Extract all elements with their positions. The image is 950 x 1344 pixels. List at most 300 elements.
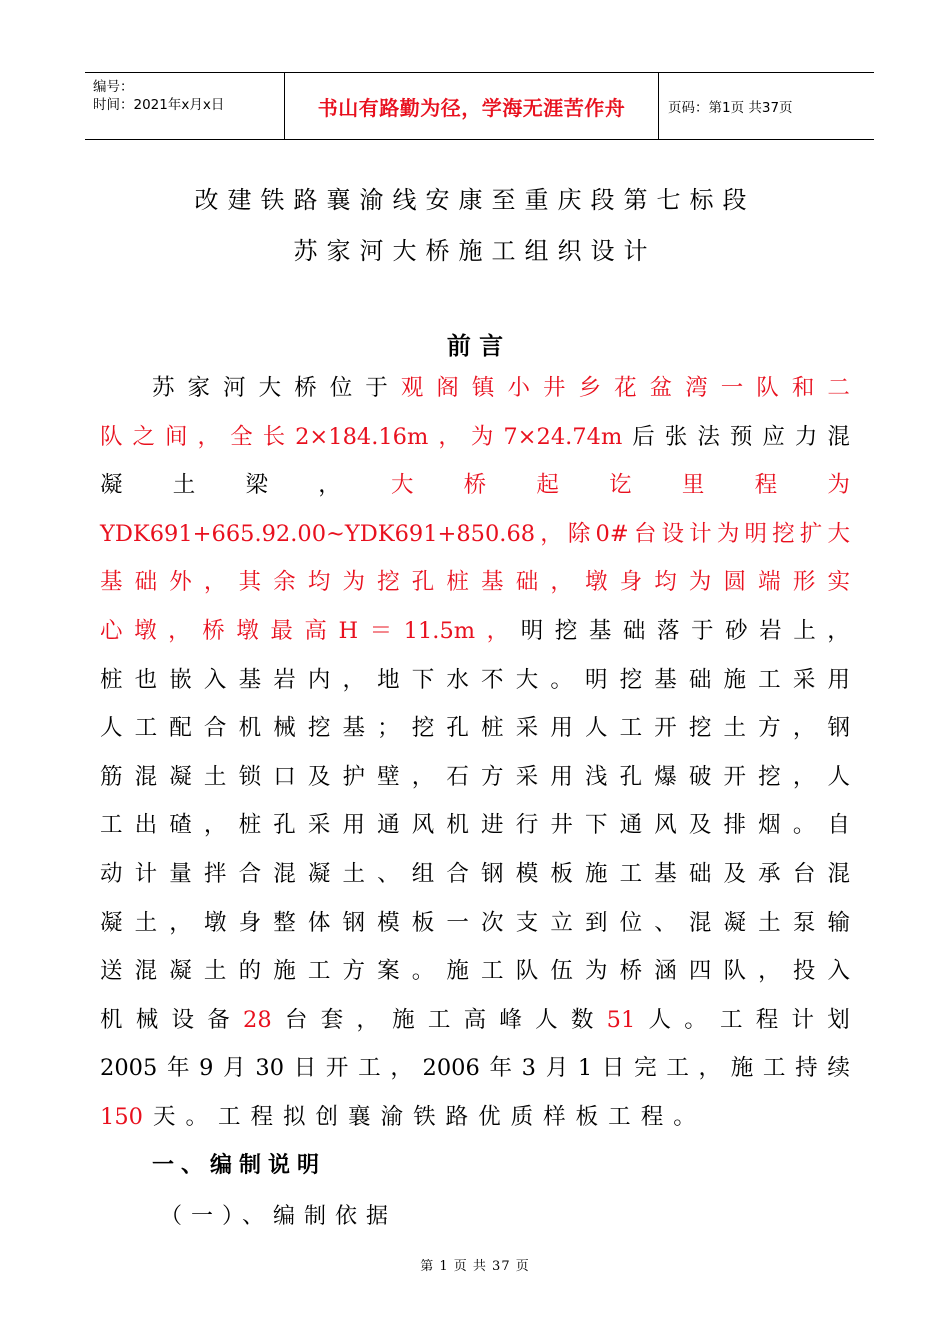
paragraph-char: ， [486,617,510,644]
paragraph-char: 孔 [411,569,435,596]
paragraph-char: 长 [262,423,286,450]
paragraph-char: 其 [238,569,262,596]
paragraph-char: 7×24.74m [503,423,623,450]
paragraph-char: 开 [723,763,747,790]
paragraph-char: 大 [827,520,850,547]
paragraph-char: 2005 [100,1055,158,1082]
paragraph-char: 土 [203,958,227,985]
paragraph-char: 碴 [169,812,192,839]
paragraph-char: 镇 [471,375,495,401]
paragraph-char: 均 [654,569,677,596]
paragraph-char: 施 [584,860,608,887]
paragraph-char: 动 [100,860,123,887]
paragraph-char: 础 [622,617,646,644]
paragraph-char: 土 [723,715,747,742]
paragraph-char: 石 [446,763,469,790]
paragraph-char: 峰 [499,1006,522,1033]
paragraph-char: 地 [377,666,400,693]
paragraph-char: 工 [307,958,331,985]
paragraph-char: 工 [134,715,158,742]
paragraph-char: 9 [199,1055,214,1082]
paragraph-char: 及 [688,812,712,839]
paragraph-char: ， [168,617,191,644]
paragraph-char: 人 [827,763,850,790]
paragraph-char: 挖 [688,715,712,742]
paragraph-char: 年 [489,1055,512,1082]
paragraph-char: 人 [648,1006,672,1033]
paragraph-char: 计 [791,1006,815,1033]
paragraph-char: 基 [588,617,612,644]
paragraph-char: 3 [521,1055,536,1082]
paragraph-char: 于 [365,375,388,401]
paragraph-char: 工 [358,1055,381,1082]
paragraph-char: 于 [691,617,714,644]
paragraph-char: 河 [223,375,246,401]
paragraph-char: 砂 [725,617,748,644]
paragraph-char: ， [540,520,563,547]
paragraph-char: ， [318,472,341,499]
paragraph-char: 51 [606,1006,636,1033]
paragraph-char: 施 [273,958,296,985]
paragraph-char: 土 [203,763,227,790]
paragraph-char: 施 [730,1055,754,1082]
paragraph-char: 通 [619,812,643,839]
paragraph-char: 采 [515,763,539,790]
paragraph-char: 嵌 [169,666,192,693]
paragraph-char: 梁 [245,472,268,499]
paragraph-char: 台 [633,520,657,547]
paragraph-char: 为 [716,520,740,547]
paragraph-char: 程 [640,1103,664,1130]
paragraph-char: 日 [293,1055,317,1082]
paragraph-char: 井 [550,812,573,839]
paragraph-char: 挖 [772,520,795,547]
paragraph-char: 开 [654,715,677,742]
paragraph-line [100,607,850,656]
paragraph-char: ， [356,1006,379,1033]
paragraph-char: 风 [411,812,435,839]
paragraph-char: 28 [243,1006,272,1033]
paragraph-char: 乡 [578,375,602,401]
paragraph-char: 工 [608,1103,631,1130]
paragraph-char: 为 [688,569,712,596]
paragraph-char: 挖 [554,617,578,644]
paragraph-char: 大 [258,375,282,401]
paragraph-char: 机 [238,715,262,742]
paragraph-char: 质 [510,1103,534,1130]
paragraph-char: 础 [515,569,539,596]
paragraph-line [100,899,850,948]
paragraph-char: 扩 [799,520,823,547]
paragraph-char: 模 [377,909,400,936]
paragraph-char: 后 [632,423,655,450]
paragraph-char: 施 [392,1006,415,1033]
paragraph-char: 之 [132,423,156,450]
paragraph-char: 下 [584,812,608,839]
paragraph-char: 施 [446,958,469,985]
paragraph-char: 护 [342,763,365,790]
paragraph-char: 圆 [723,569,747,596]
paragraph-char: 承 [758,860,781,887]
paragraph-line [100,558,850,607]
paragraph-char: 讫 [609,472,632,499]
paragraph-char: 础 [134,569,158,596]
paragraph-char: 排 [723,812,747,839]
paragraph-char: 内 [307,666,331,693]
paragraph-char: 。 [684,1006,707,1033]
paragraph-line [100,461,850,510]
paragraph-char: 础 [688,860,712,887]
paragraph-char: ， [390,1055,413,1082]
paragraph-char: 风 [654,812,677,839]
paragraph-char: 墩 [203,909,227,936]
paragraph-char: 桩 [446,569,469,596]
paragraph-char: 筋 [100,763,123,790]
paragraph-char: 天 [152,1103,176,1130]
paragraph-char: 、 [377,860,400,887]
paragraph-char: 工 [427,1006,451,1033]
paragraph-char: 为 [342,569,365,596]
paragraph-char: 工 [217,1103,241,1130]
paragraph-char: ， [169,909,192,936]
header-meta-cell [85,73,285,139]
paragraph-char: 自 [827,812,850,839]
paragraph-char: 孔 [619,763,643,790]
paragraph-char: 明 [520,617,544,644]
paragraph-char: 人 [535,1006,558,1033]
paragraph-char: 心 [100,617,123,644]
paragraph-line [100,364,850,413]
paragraph-char: 壁 [377,763,400,790]
paragraph-char: 用 [550,763,573,790]
paragraph-char: 基 [100,569,123,596]
preface-heading: 前 言 [446,332,504,360]
paragraph-char: 钢 [827,715,850,742]
paragraph-line [100,1093,850,1142]
page-number-label: 页码：第1页 共37页 [668,100,793,116]
paragraph-char: 湾 [685,375,708,401]
paragraph-char: 板 [411,909,435,936]
paragraph-char: 台 [284,1006,308,1033]
paragraph-char: 工 [619,715,643,742]
paragraph-char: 月 [223,1055,246,1082]
paragraph-char: 模 [515,860,539,887]
paragraph-char: 设 [661,520,685,547]
paragraph-char: 家 [187,375,211,401]
paragraph-char: 除 [567,520,591,547]
paragraph-char: 桩 [100,666,123,693]
paragraph-char: 日 [601,1055,625,1082]
paragraph-char: 1 [577,1055,593,1082]
paragraph-char: 井 [543,375,566,401]
paragraph-char: 基 [654,860,677,887]
paragraph-char: ， [438,423,461,450]
paragraph-char: 土 [134,909,158,936]
paragraph-line [100,753,850,802]
paragraph-char: 明 [744,520,767,547]
paragraph-char: 。 [792,812,816,839]
paragraph-char: 预 [729,423,753,450]
paragraph-char: 形 [792,569,816,596]
paragraph-line [100,413,850,462]
paragraph-char: 工 [762,1055,786,1082]
paragraph-char: 最 [270,617,293,644]
paragraph-char: 混 [273,860,296,887]
paragraph-char: 挖 [411,715,435,742]
paragraph-char: 位 [329,375,353,401]
paragraph-char: 人 [100,715,123,742]
paragraph-char: 身 [238,909,262,936]
paragraph-char: 混 [134,958,158,985]
paragraph-char: 机 [446,812,469,839]
header-table [85,72,874,140]
paragraph-char: 为 [584,958,608,985]
paragraph-char: 月 [545,1055,569,1082]
paragraph-char: 板 [575,1103,599,1130]
paragraph-char: 开 [325,1055,349,1082]
paragraph-char: 桥 [294,375,317,401]
paragraph-char: 应 [762,423,785,450]
paragraph-char: ， [792,715,816,742]
paragraph-line [100,996,850,1045]
paragraph-char: 四 [688,958,712,985]
paragraph-char: 桥 [202,617,225,644]
paragraph-char: 凝 [723,909,747,936]
paragraph-char: 到 [584,909,608,936]
paragraph-char: 张 [664,423,688,450]
paragraph-char: 机 [100,1006,123,1033]
paragraph-char: 土 [172,472,196,499]
paragraph-char: 优 [478,1103,501,1130]
paragraph-char: 工 [619,860,643,887]
paragraph-char: 样 [543,1103,566,1130]
paragraph-char: ， [698,1055,722,1082]
paragraph-char: ， [411,763,435,790]
paragraph-char: 及 [723,860,747,887]
paragraph-char: 端 [758,569,781,596]
paragraph-char: 混 [688,909,712,936]
paragraph-char: 0# [595,520,629,547]
paragraph-line [100,510,850,559]
document-number-label: 编号： [93,79,134,95]
paragraph-char: 一 [446,909,469,936]
paragraph-char: 孔 [446,715,469,742]
paragraph-char: 外 [169,569,192,596]
paragraph-char: 位 [619,909,643,936]
paragraph-char: 花 [614,375,637,401]
paragraph-char: 套 [320,1006,344,1033]
paragraph-char: ， [550,569,573,596]
paragraph-char: 挖 [377,569,400,596]
paragraph-char: 间 [165,423,188,450]
paragraph-char: 余 [273,569,296,596]
paragraph-char: 工 [758,666,781,693]
paragraph-char: 入 [827,958,850,985]
paragraph-char: 为 [470,423,494,450]
paragraph-char: 均 [307,569,331,596]
paragraph-char: 。 [185,1103,208,1130]
document-title-line1: 改建铁路襄渝线安康至重庆段第七标段 [194,186,756,214]
paragraph-char: 采 [515,715,539,742]
paragraph-char: 计 [134,860,158,887]
paragraph-char: 队 [515,958,539,985]
paragraph-char: 挖 [758,763,781,790]
paragraph-char: 涵 [654,958,677,985]
paragraph-line [100,850,850,899]
paragraph-char: 盆 [649,375,673,401]
paragraph-char: 凝 [100,909,123,936]
paragraph-char: 续 [827,1055,850,1082]
paragraph-char: 施 [723,666,747,693]
paragraph-line [100,801,850,850]
paragraph-char: 泵 [792,909,816,936]
paragraph-char: 入 [203,666,227,693]
paragraph-char: 。 [550,666,573,693]
page-footer: 第 1 页 共 37 页 [420,1259,530,1274]
paragraph-char: 械 [135,1006,159,1033]
paragraph-char: 高 [463,1006,487,1033]
paragraph-char: 孔 [273,812,296,839]
paragraph-char: 及 [307,763,331,790]
paragraph-char: 岩 [273,666,296,693]
paragraph-char: 拌 [203,860,227,887]
paragraph-char: 30 [255,1055,285,1082]
paragraph-char: 体 [307,909,331,936]
paragraph-char: 也 [134,666,158,693]
paragraph-char: 土 [758,909,781,936]
paragraph-char: 混 [827,423,850,450]
paragraph-char: 队 [723,958,747,985]
paragraph-char: 组 [411,860,435,887]
paragraph-char: 一 [720,375,744,401]
paragraph-char: 渝 [380,1103,404,1130]
paragraph-char: 上 [793,617,816,644]
paragraph-char: 送 [100,958,123,985]
paragraph-char: 年 [166,1055,190,1082]
paragraph-char: 高 [304,617,327,644]
paragraph-char: 烟 [758,812,781,839]
paragraph-char: 工 [100,812,123,839]
paragraph-char: 通 [377,812,400,839]
section-heading: 一、编制说明 [152,1153,327,1178]
paragraph-char: 合 [238,860,262,887]
paragraph-char: H [338,617,359,644]
paragraph-char: 身 [619,569,643,596]
paragraph-char: 爆 [654,763,677,790]
paragraph-char: ， [827,617,850,644]
paragraph-char: 下 [411,666,435,693]
paragraph-char: 法 [697,423,720,450]
paragraph-char: 桥 [463,472,487,499]
paragraph-char: 挖 [307,715,331,742]
paragraph-char: ＝ [369,617,393,644]
paragraph-char: 投 [792,958,816,985]
paragraph-char: 破 [688,763,712,790]
paragraph-char: 襄 [348,1103,371,1130]
preface-paragraph [100,364,850,1142]
paragraph-char: 落 [656,617,680,644]
paragraph-char: 混 [827,860,850,887]
paragraph-line [100,1044,850,1093]
paragraph-char: 次 [481,909,504,936]
paragraph-char: 板 [550,860,573,887]
paragraph-line [100,704,850,753]
paragraph-char: 伍 [550,958,573,985]
paragraph-char: 11.5m [403,617,476,644]
paragraph-char: 用 [827,666,850,693]
paragraph-char: 水 [446,666,469,693]
paragraph-char: 全 [230,423,253,450]
paragraph-char: 方 [342,958,365,985]
paragraph-char: 支 [515,909,539,936]
paragraph-char: 和 [791,375,815,401]
paragraph-char: 2×184.16m [295,423,429,450]
paragraph-char: 桩 [481,715,504,742]
paragraph-char: 基 [481,569,504,596]
header-motto-cell [285,73,659,139]
paragraph-char: 工 [666,1055,689,1082]
paragraph-char: 岩 [759,617,782,644]
paragraph-char: 观 [400,375,424,401]
paragraph-char: 。 [411,958,435,985]
paragraph-char: 小 [507,375,530,401]
paragraph-char: 土 [342,860,365,887]
paragraph-char: 基 [342,715,365,742]
paragraph-char: 起 [536,472,559,499]
paragraph-char: 混 [134,763,158,790]
paragraph-char: 出 [134,812,158,839]
paragraph-char: ， [342,666,365,693]
paragraph-char: 明 [584,666,608,693]
paragraph-char: 设 [171,1006,195,1033]
document-title-line2: 苏家河大桥施工组织设计 [293,237,657,265]
paragraph-char: 采 [792,666,816,693]
paragraph-char: 用 [550,715,573,742]
subsection-heading: （一）、编制依据 [160,1204,398,1229]
paragraph-line [100,656,850,705]
paragraph-char: 150 [100,1103,143,1130]
paragraph-char: 案 [377,958,400,985]
paragraph-char: 械 [273,715,296,742]
paragraph-char: 2006 [422,1055,480,1082]
paragraph-char: 工 [720,1006,743,1033]
paragraph-char: 墩 [584,569,608,596]
paragraph-char: 浅 [584,763,608,790]
paragraph-char: ， [758,958,781,985]
paragraph-char: 整 [273,909,296,936]
paragraph-char: 大 [515,666,539,693]
paragraph-char: 凝 [307,860,331,887]
paragraph-char: 计 [689,520,712,547]
paragraph-char: 持 [795,1055,818,1082]
paragraph-char: 础 [688,666,712,693]
paragraph-char: 桩 [238,812,262,839]
paragraph-char: 钢 [481,860,504,887]
paragraph-char: 台 [792,860,816,887]
paragraph-char: 立 [550,909,573,936]
paragraph-char: 基 [654,666,677,693]
paragraph-char: 完 [634,1055,657,1082]
paragraph-char: ， [792,763,816,790]
paragraph-char: 挖 [619,666,643,693]
paragraph-char: YDK691+665.92.00~YDK691+850.68 [100,520,536,547]
paragraph-char: 配 [169,715,192,742]
paragraph-char: 队 [756,375,779,401]
paragraph-char: 合 [203,715,227,742]
paragraph-char: 数 [570,1006,594,1033]
paragraph-char: 力 [794,423,818,450]
paragraph-char: 钢 [342,909,365,936]
